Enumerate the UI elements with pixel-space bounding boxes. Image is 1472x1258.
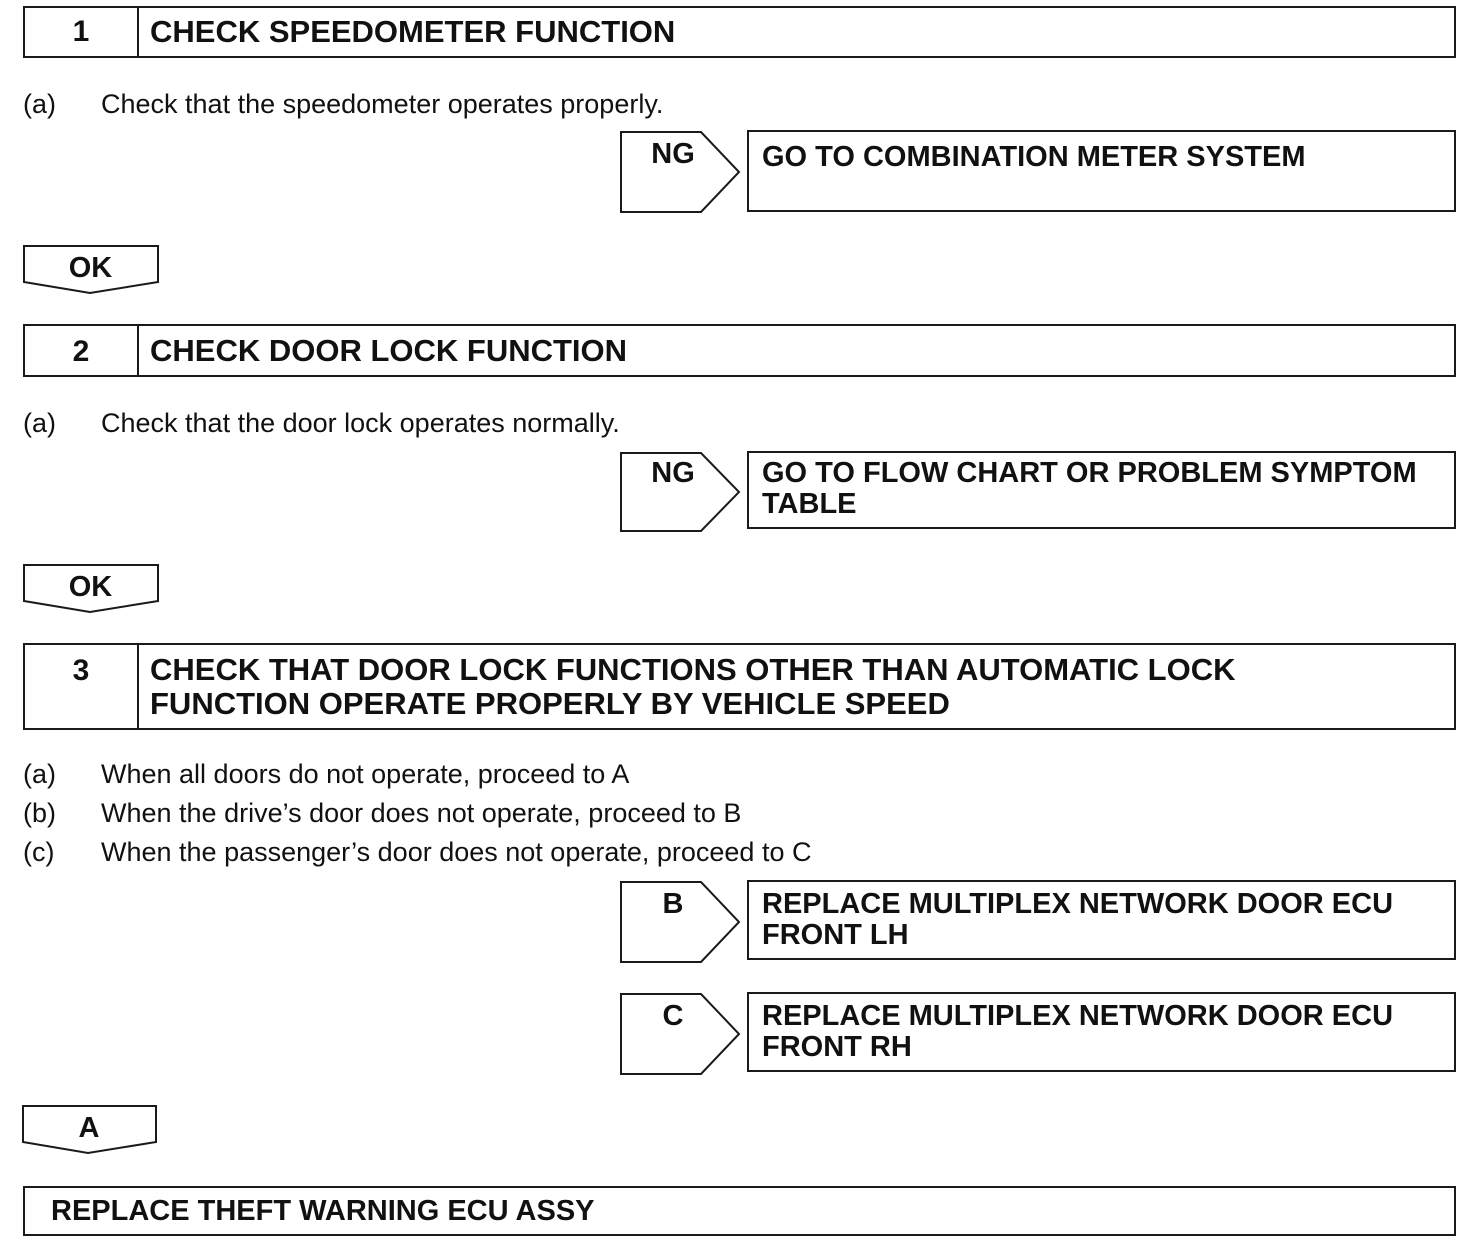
branch-tag-label: B: [662, 888, 684, 920]
instruction-label: (a): [23, 408, 56, 438]
step-3-a-connector: [21, 1104, 157, 1154]
step-1-ok-connector: [22, 244, 159, 294]
branch-tag-arrow: [619, 880, 739, 962]
branch-tag-label: NG: [651, 138, 695, 170]
instruction-label: (b): [23, 798, 56, 828]
step-1-number: 1: [25, 8, 139, 56]
branch-result: REPLACE MULTIPLEX NETWORK DOOR ECU FRONT LH: [747, 880, 1456, 960]
instruction-label: (a): [23, 759, 56, 789]
branch-result: GO TO COMBINATION METER SYSTEM: [747, 130, 1456, 212]
branch-tag-label: NG: [651, 457, 695, 489]
branch-tag-label: C: [662, 1000, 684, 1032]
ok-label: OK: [68, 571, 113, 603]
step-2-number: 2: [25, 326, 139, 375]
branch-result: REPLACE MULTIPLEX NETWORK DOOR ECU FRONT RH: [747, 992, 1456, 1072]
step-2-ok-connector: [22, 563, 159, 613]
instruction-text: When the passenger’s door does not operate, proceed to C: [101, 837, 812, 867]
step-3-title: CHECK THAT DOOR LOCK FUNCTIONS OTHER THAN AUTOMATIC LOCK FUNCTION OPERATE PROPERLY BY VEHICLE SPEED: [150, 652, 1236, 721]
step-3-header: [23, 643, 1456, 730]
branch-tag-arrow: [619, 451, 739, 531]
final-action-box: REPLACE THEFT WARNING ECU ASSY: [23, 1186, 1456, 1236]
step-1-title: CHECK SPEEDOMETER FUNCTION: [150, 14, 676, 49]
step-3-number: 3: [25, 645, 139, 728]
step-2-header: [23, 324, 1456, 377]
branch-tag-arrow: [619, 992, 739, 1074]
instruction-text: When all doors do not operate, proceed to A: [101, 759, 630, 789]
instruction-text: Check that the speedometer operates properly.: [101, 89, 664, 119]
step-2-title: CHECK DOOR LOCK FUNCTION: [150, 333, 628, 368]
a-label: A: [78, 1112, 100, 1144]
step-1-header: [23, 6, 1456, 58]
instruction-label: (a): [23, 89, 56, 119]
branch-tag-arrow: [619, 130, 739, 212]
ok-label: OK: [68, 252, 113, 284]
branch-result: GO TO FLOW CHART OR PROBLEM SYMPTOM TABLE: [747, 451, 1456, 529]
instruction-label: (c): [23, 837, 55, 867]
instruction-text: Check that the door lock operates normally.: [101, 408, 620, 438]
instruction-text: When the drive’s door does not operate, proceed to B: [101, 798, 742, 828]
